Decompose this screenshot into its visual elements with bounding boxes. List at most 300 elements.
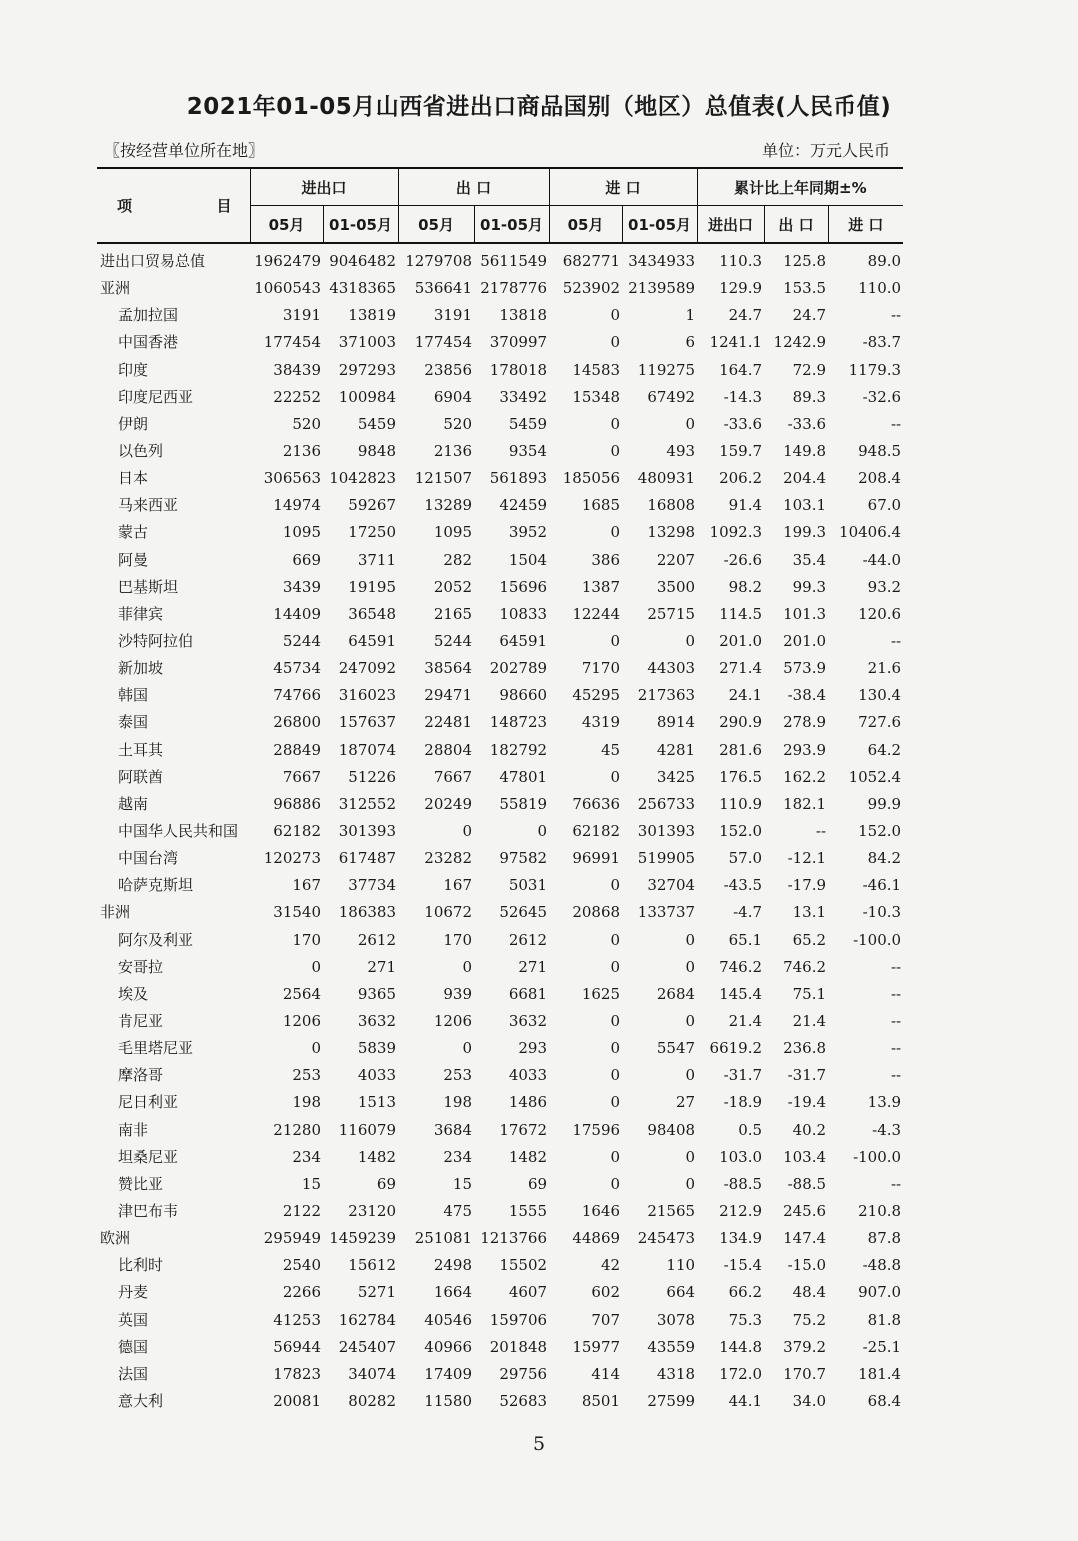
table-cell: 45 [600,740,621,759]
table-row [97,1117,903,1144]
table-cell: 8501 [581,1391,621,1410]
table-cell: 80282 [348,1391,397,1410]
table-cell: 36548 [348,604,397,623]
table-cell: 7667 [433,767,473,786]
table-cell: 236.8 [783,1039,827,1058]
table-row [97,329,903,356]
group-header-yoy: 累计比上年同期±% [697,168,903,206]
table-cell: 52683 [499,1391,548,1410]
table-cell: 948.5 [858,442,902,461]
table-cell: 281.6 [719,740,763,759]
row-label: 马来西亚 [118,496,179,515]
table-cell: -38.4 [787,686,827,705]
table-cell: 17250 [348,523,397,542]
table-cell: 31540 [273,903,321,922]
table-row [97,1008,903,1035]
table-row [97,1171,903,1198]
table-cell: 282 [443,550,473,569]
table-row [97,1252,903,1279]
table-cell: 21.6 [867,659,902,678]
table-cell: -83.7 [862,333,902,352]
item-header-left: 项 [117,197,133,215]
table-cell: 56944 [273,1337,321,1356]
table-cell: 4319 [581,713,621,732]
table-cell: 103.1 [783,496,827,515]
table-cell: -100.0 [853,930,902,949]
table-row [97,1306,903,1333]
table-cell: 164.7 [719,360,763,379]
table-cell: 0 [610,1012,621,1030]
table-cell: 120273 [263,849,321,868]
table-cell: -48.8 [862,1256,902,1275]
table-row [97,709,903,736]
table-cell: 271 [367,957,397,976]
sub-header: 05月 [549,206,622,244]
table-cell: -33.6 [723,414,763,433]
table-cell: 3684 [433,1120,473,1139]
row-label: 以色列 [118,442,164,461]
table-cell: 26800 [273,713,321,732]
table-cell: 162.2 [783,767,827,786]
table-cell: 1555 [508,1201,548,1220]
table-cell: 133737 [637,903,696,922]
table-row [97,465,903,492]
table-cell: 16808 [647,496,696,515]
table-cell: -- [890,632,902,651]
table-row [97,1062,903,1089]
table-row [97,519,903,546]
sub-header: 05月 [398,206,474,244]
table-cell: 201.0 [783,632,827,651]
table-cell: 149.8 [783,442,827,461]
table-cell: 23120 [348,1201,397,1220]
table-cell: 21.4 [728,1012,763,1030]
table-cell: -19.4 [787,1093,827,1112]
row-label: 印度 [118,360,149,379]
table-row [97,275,903,302]
table-cell: 23282 [424,849,473,868]
table-cell: 5031 [508,876,548,895]
table-cell: 1646 [581,1201,621,1220]
table-cell: 475 [443,1201,473,1220]
table-cell: 1504 [508,550,548,569]
table-cell: 5271 [357,1283,397,1302]
row-label: 哈萨克斯坦 [118,876,194,895]
table-cell: 167 [292,876,321,895]
table-cell: 253 [292,1066,321,1085]
table-cell: -4.3 [872,1120,902,1139]
table-cell: 0 [610,523,621,542]
table-cell: 1625 [581,984,621,1003]
table-cell: 167 [443,876,473,895]
table-cell: 682771 [562,252,621,271]
table-cell: 939 [443,984,473,1003]
table-cell: 51226 [348,767,397,786]
table-cell: -33.6 [787,414,827,433]
row-label: 蒙古 [118,523,149,542]
table-cell: 0 [685,930,696,949]
table-cell: 15696 [499,577,548,596]
table-cell: 40.2 [792,1120,827,1139]
row-label: 中国香港 [118,333,179,352]
table-cell: 2684 [656,984,696,1003]
table-cell: 32704 [647,876,696,895]
table-cell: 13819 [348,306,397,325]
table-cell: 17672 [499,1120,548,1139]
table-cell: -44.0 [862,550,902,569]
group-header-import: 进 口 [549,168,697,206]
row-label: 新加坡 [118,659,164,678]
table-cell: 27 [675,1093,696,1112]
row-label: 毛里塔尼亚 [118,1039,194,1058]
table-cell: 52645 [499,903,548,922]
table-cell: 234 [292,1147,321,1166]
table-cell: 271.4 [719,659,763,678]
table-cell: 134.9 [719,1229,763,1248]
table-cell: 0 [537,822,548,841]
row-label: 非洲 [100,903,131,922]
table-cell: 5547 [656,1039,696,1058]
table-cell: 15 [452,1174,473,1193]
table-cell: 2165 [433,604,473,623]
table-cell: 1486 [508,1093,548,1112]
table-cell: 520 [443,414,473,433]
table-cell: 0 [610,930,621,949]
table-cell: 43559 [647,1337,696,1356]
table-cell: 159.7 [719,442,763,461]
table-cell: 746.2 [783,957,827,976]
table-cell: 1387 [581,577,621,596]
table-body [97,243,903,1415]
table-cell: -15.4 [723,1256,763,1275]
table-cell: 1206 [282,1012,321,1030]
table-cell: -25.1 [862,1337,902,1356]
table-cell: 110.9 [719,794,763,813]
table-cell: 87.8 [867,1229,902,1248]
table-cell: 3952 [508,523,548,542]
table-cell: 290.9 [719,713,763,732]
table-cell: 22481 [424,713,473,732]
table-cell: 0 [685,1066,696,1085]
table-cell: 1052.4 [848,767,902,786]
table-cell: -100.0 [853,1147,902,1166]
table-cell: 170 [443,930,473,949]
table-cell: 271 [518,957,548,976]
table-cell: 1042823 [329,469,397,488]
table-row [97,655,903,682]
table-cell: 25715 [647,604,696,623]
table-cell: 21280 [273,1120,321,1139]
table-row [97,818,903,845]
table-cell: 6 [685,333,696,352]
table-cell: 306563 [263,469,321,488]
table-cell: -- [890,1012,902,1030]
table-cell: 208.4 [858,469,902,488]
table-cell: 3500 [656,577,696,596]
table-cell: 1664 [433,1283,473,1302]
table-cell: 72.9 [792,360,827,379]
table-cell: 493 [666,442,696,461]
row-label: 越南 [118,794,149,813]
table-cell: 17409 [424,1364,473,1383]
row-label: 亚洲 [100,279,131,298]
table-cell: 6904 [433,387,473,406]
table-cell: 0 [610,876,621,895]
row-label: 安哥拉 [118,957,164,976]
table-cell: 110.3 [719,252,763,271]
table-cell: 17823 [273,1364,321,1383]
table-cell: 2122 [282,1201,321,1220]
table-cell: 301393 [338,822,397,841]
table-cell: 15348 [572,387,621,406]
row-label: 沙特阿拉伯 [118,632,194,651]
table-cell: 9354 [508,442,548,461]
table-cell: 370997 [489,333,548,352]
table-cell: 44.1 [728,1391,763,1410]
table-cell: -32.6 [862,387,902,406]
table-cell: 2052 [433,577,473,596]
table-cell: 57.0 [728,849,763,868]
table-cell: 99.3 [792,577,827,596]
location-basis-note: 〖按经营单位所在地〗 [104,141,265,160]
table-cell: 96886 [273,794,321,813]
table-cell: 42459 [499,496,548,515]
table-cell: 13.9 [867,1093,902,1112]
table-row [97,438,903,465]
table-cell: 3078 [656,1310,696,1329]
table-cell: 64591 [499,632,548,651]
table-row [97,1035,903,1062]
table-row [97,243,903,275]
table-cell: 145.4 [719,984,763,1003]
table-row [97,927,903,954]
table-cell: 3632 [508,1012,548,1030]
table-cell: 1095 [282,523,321,542]
table-cell: 1060543 [254,279,321,298]
table-cell: 28849 [273,740,321,759]
table-cell: 2139589 [628,279,696,298]
table-cell: 245.6 [783,1201,827,1220]
table-cell: 17596 [572,1120,621,1139]
table-cell: 727.6 [858,713,902,732]
table-cell: 4033 [357,1066,397,1085]
table-cell: 602 [591,1283,621,1302]
table-cell: 0 [610,414,621,433]
page-number: 5 [532,1433,546,1455]
table-cell: 22252 [273,387,321,406]
table-cell: 386 [591,550,621,569]
table-cell: 295949 [263,1229,321,1248]
trade-value-table [97,167,903,1415]
table-cell: 0 [685,1147,696,1166]
table-cell: 159706 [489,1310,548,1329]
table-row [97,1144,903,1171]
sub-header: 05月 [250,206,323,244]
table-cell: 13289 [424,496,473,515]
table-cell: 13818 [499,306,548,325]
table-cell: 23856 [424,360,473,379]
table-cell: 20868 [572,903,621,922]
table-cell: 0 [610,767,621,786]
table-cell: 480931 [637,469,696,488]
table-cell: -4.7 [733,903,763,922]
table-cell: 13298 [647,523,696,542]
table-cell: 3191 [282,306,321,325]
table-cell: 4318365 [329,279,397,298]
table-cell: 42 [600,1256,621,1275]
table-row [97,628,903,655]
row-label: 尼日利亚 [118,1093,179,1112]
row-label: 摩洛哥 [118,1066,164,1085]
table-cell: 176.5 [719,767,763,786]
table-cell: 40966 [424,1337,473,1356]
table-cell: 19195 [348,577,397,596]
table-cell: -- [890,414,902,433]
table-cell: 7667 [282,767,321,786]
table-cell: 119275 [637,360,696,379]
group-header-total: 进出口 [250,168,398,206]
table-cell: 121507 [414,469,473,488]
table-cell: 210.8 [858,1201,902,1220]
table-cell: 97582 [499,849,548,868]
table-cell: 4607 [508,1283,548,1302]
table-cell: 129.9 [719,279,763,298]
table-cell: 2207 [656,550,696,569]
unit-note: 单位：万元人民币 [761,141,890,160]
table-cell: 96991 [572,849,621,868]
table-cell: -15.0 [787,1256,827,1275]
table-cell: 664 [666,1283,696,1302]
table-cell: 41253 [273,1310,321,1329]
row-label: 英国 [118,1310,149,1329]
row-label: 德国 [118,1337,149,1356]
table-cell: 9848 [357,442,397,461]
row-label: 中国华人民共和国 [118,822,239,841]
table-cell: 20249 [424,794,473,813]
table-cell: 40546 [424,1310,473,1329]
table-cell: 15612 [348,1256,397,1275]
table-cell: 0 [610,632,621,651]
table-cell: 157637 [338,713,397,732]
table-cell: 93.2 [867,577,902,596]
table-cell: 5244 [433,632,473,651]
table-cell: 29756 [499,1364,548,1383]
table-cell: 11580 [424,1391,473,1410]
table-cell: 217363 [637,686,696,705]
row-label: 赞比亚 [118,1174,164,1193]
table-cell: 3425 [656,767,696,786]
table-cell: 98.2 [728,577,763,596]
table-cell: 1482 [508,1147,548,1166]
table-cell: 147.4 [783,1229,827,1248]
table-cell: 68.4 [867,1391,902,1410]
table-cell: 9046482 [329,252,397,271]
table-cell: 45295 [572,686,621,705]
table-cell: 301393 [637,822,696,841]
table-cell: 669 [292,550,321,569]
table-cell: 64.2 [867,740,902,759]
table-cell: 84.2 [867,849,902,868]
row-label: 土耳其 [118,740,164,759]
table-cell: 65.1 [728,930,763,949]
table-cell: 2136 [282,442,321,461]
table-cell: 0 [462,957,473,976]
table-cell: 0 [685,1012,696,1030]
table-cell: 152.0 [719,822,763,841]
table-cell: 253 [443,1066,473,1085]
table-row [97,737,903,764]
table-cell: 293.9 [783,740,827,759]
table-cell: -31.7 [723,1066,763,1085]
table-cell: 523902 [562,279,621,298]
table-cell: 75.1 [792,984,827,1003]
header-row-groups [97,168,903,206]
table-row [97,302,903,329]
table-cell: 10672 [424,903,473,922]
table-cell: 14409 [273,604,321,623]
table-row [97,357,903,384]
table-cell: 0 [610,1174,621,1193]
row-label: 比利时 [118,1256,164,1275]
table-cell: 8914 [656,713,696,732]
row-label: 津巴布韦 [118,1201,179,1220]
table-cell: 2540 [282,1256,321,1275]
table-cell: 212.9 [719,1201,763,1220]
table-cell: 69 [376,1174,397,1193]
table-row [97,411,903,438]
table-cell: 2498 [433,1256,473,1275]
table-cell: 69 [527,1174,548,1193]
table-cell: 62182 [572,822,621,841]
table-cell: -- [890,306,902,325]
table-cell: 0 [610,333,621,352]
table-cell: 99.9 [867,794,902,813]
table-cell: 2266 [282,1283,321,1302]
table-cell: 707 [591,1310,621,1329]
table-cell: 2178776 [480,279,548,298]
table-cell: -88.5 [723,1174,763,1193]
table-cell: 34074 [348,1364,397,1383]
row-label: 进出口贸易总值 [100,252,206,271]
table-row [97,764,903,791]
table-cell: 0 [685,414,696,433]
table-cell: 1685 [581,496,621,515]
table-cell: 64591 [348,632,397,651]
table-cell: 24.7 [792,306,827,325]
table-cell: 6619.2 [709,1039,763,1058]
table-cell: 7170 [581,659,621,678]
table-cell: 144.8 [719,1337,763,1356]
table-cell: 89.3 [792,387,827,406]
table-cell: 148723 [489,713,548,732]
table-row [97,384,903,411]
item-header-right: 目 [216,197,232,215]
table-cell: 5459 [357,414,397,433]
table-cell: 116079 [338,1120,397,1139]
table-cell: 0 [685,1174,696,1193]
table-cell: -10.3 [862,903,902,922]
table-cell: 75.3 [728,1310,763,1329]
table-cell: 170 [292,930,321,949]
table-cell: 182.1 [783,794,827,813]
table-cell: 45734 [273,659,321,678]
table-cell: 172.0 [719,1364,763,1383]
row-label: 印度尼西亚 [118,387,194,406]
table-cell: 0 [610,1147,621,1166]
table-cell: 21565 [647,1201,696,1220]
table-cell: 1459239 [329,1229,397,1248]
table-cell: 2136 [433,442,473,461]
